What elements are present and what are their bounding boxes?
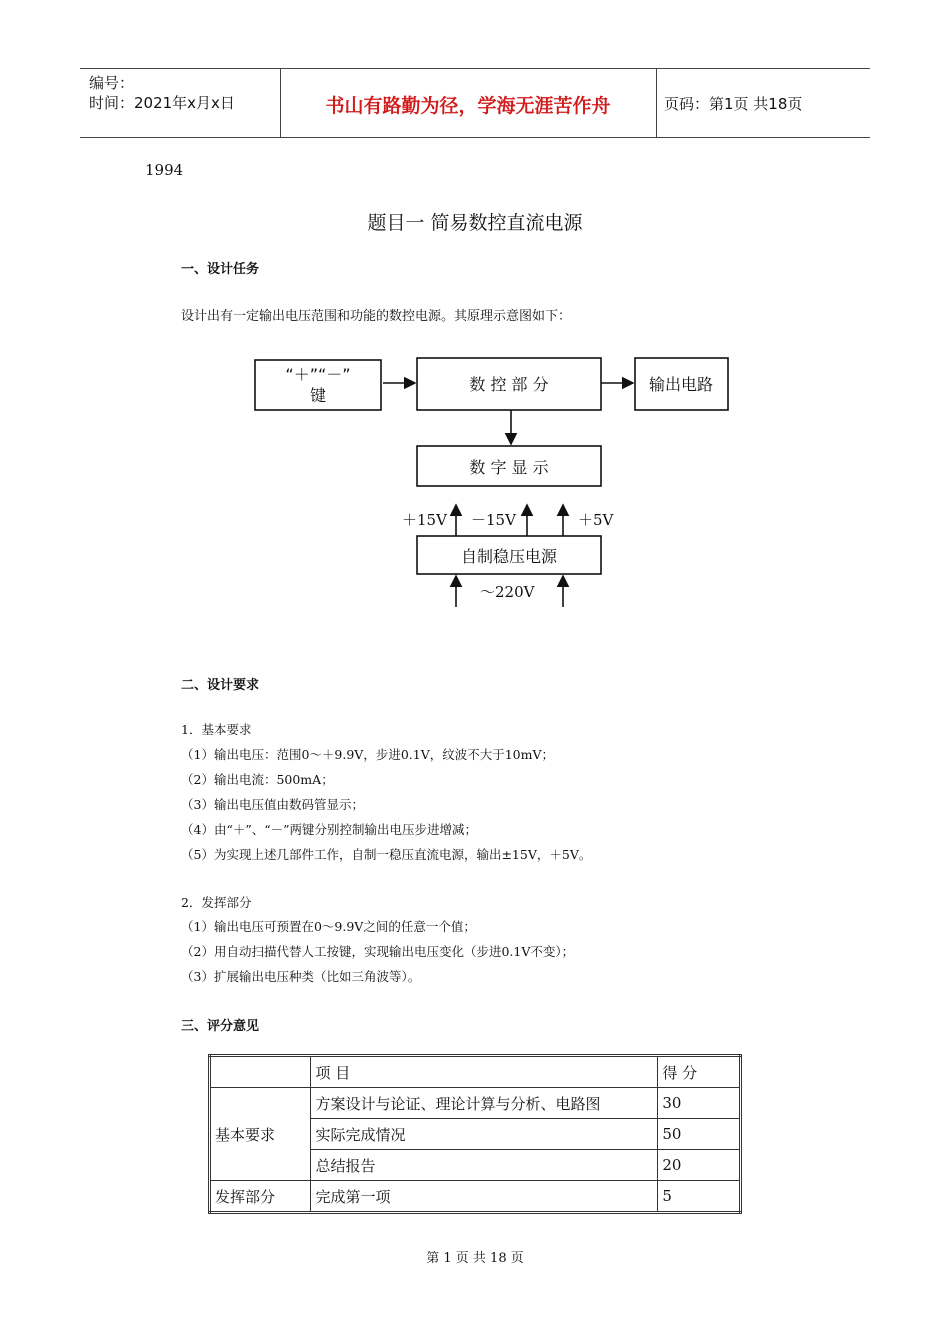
- list-item: （2）用自动扫描代替人工按键，实现输出电压变化（步进0.1V不变）；: [181, 944, 575, 959]
- section-heading-requirements: 二、设计要求: [181, 678, 260, 693]
- table-cell-score: 50: [658, 1119, 741, 1150]
- keys-label-line2: 键: [309, 386, 327, 405]
- list-item: （2）输出电流：500mA；: [181, 772, 334, 787]
- page-title: 题目一 简易数控直流电源: [367, 212, 583, 234]
- scoring-table: [208, 1054, 742, 1214]
- extra-requirements-title: 2．发挥部分: [181, 895, 252, 910]
- table-row: [210, 1088, 741, 1119]
- list-item: （4）由“＋”、“－”两键分别控制输出电压步进增减；: [181, 822, 478, 837]
- table-cell: [210, 1056, 311, 1088]
- table-cell-item: 方案设计与论证、理论计算与分析、电路图: [311, 1088, 658, 1119]
- number-label: 编号：: [89, 74, 135, 92]
- table-header-item: 项 目: [311, 1056, 658, 1088]
- basic-requirements-title: 1．基本要求: [181, 722, 252, 737]
- table-group-basic: 基本要求: [210, 1088, 311, 1181]
- page-footer: 第 1 页 共 18 页: [426, 1251, 524, 1266]
- section-heading-scoring: 三、评分意见: [181, 1019, 260, 1034]
- voltage-plus5-label: ＋5V: [578, 511, 614, 529]
- page-label: 页码：第1页 共18页: [664, 95, 803, 113]
- table-header-score: 得 分: [658, 1056, 741, 1088]
- keys-label-line1: “＋”“－”: [285, 365, 351, 384]
- section-heading-task: 一、设计任务: [181, 262, 260, 277]
- output-label: 输出电路: [648, 375, 714, 394]
- table-cell-score: 30: [658, 1088, 741, 1119]
- control-label: 数 控 部 分: [469, 375, 549, 394]
- voltage-minus15-label: －15V: [471, 511, 516, 529]
- header-motto: 书山有路勤为径，学海无涯苦作舟: [325, 95, 611, 117]
- document-header: [80, 68, 870, 138]
- time-label: 时间：2021年x月x日: [89, 94, 235, 112]
- table-cell-score: 5: [658, 1181, 741, 1213]
- table-row: [210, 1181, 741, 1213]
- list-item: （1）输出电压：范围0～＋9.9V，步进0.1V，纹波不大于10mV；: [181, 747, 555, 762]
- ac-input-label: ～220V: [480, 583, 535, 601]
- list-item: （5）为实现上述几部件工作，自制一稳压直流电源，输出±15V，＋5V。: [181, 847, 592, 862]
- table-group-extra: 发挥部分: [210, 1181, 311, 1213]
- header-divider: [656, 69, 657, 137]
- supply-label: 自制稳压电源: [460, 547, 558, 566]
- list-item: （1）输出电压可预置在0～9.9V之间的任意一个值；: [181, 919, 476, 934]
- year-label: 1994: [145, 161, 184, 179]
- block-diagram: [240, 345, 760, 615]
- display-label: 数 字 显 示: [469, 458, 549, 477]
- table-cell-score: 20: [658, 1150, 741, 1181]
- table-header-row: [210, 1056, 741, 1088]
- table-cell-item: 总结报告: [311, 1150, 658, 1181]
- voltage-plus15-label: ＋15V: [402, 511, 447, 529]
- list-item: （3）扩展输出电压种类（比如三角波等）。: [181, 969, 421, 984]
- list-item: （3）输出电压值由数码管显示；: [181, 797, 364, 812]
- header-meta: [89, 73, 235, 113]
- task-text: 设计出有一定输出电压范围和功能的数控电源。其原理示意图如下：: [181, 309, 572, 324]
- table-cell-item: 完成第一项: [311, 1181, 658, 1213]
- table-cell-item: 实际完成情况: [311, 1119, 658, 1150]
